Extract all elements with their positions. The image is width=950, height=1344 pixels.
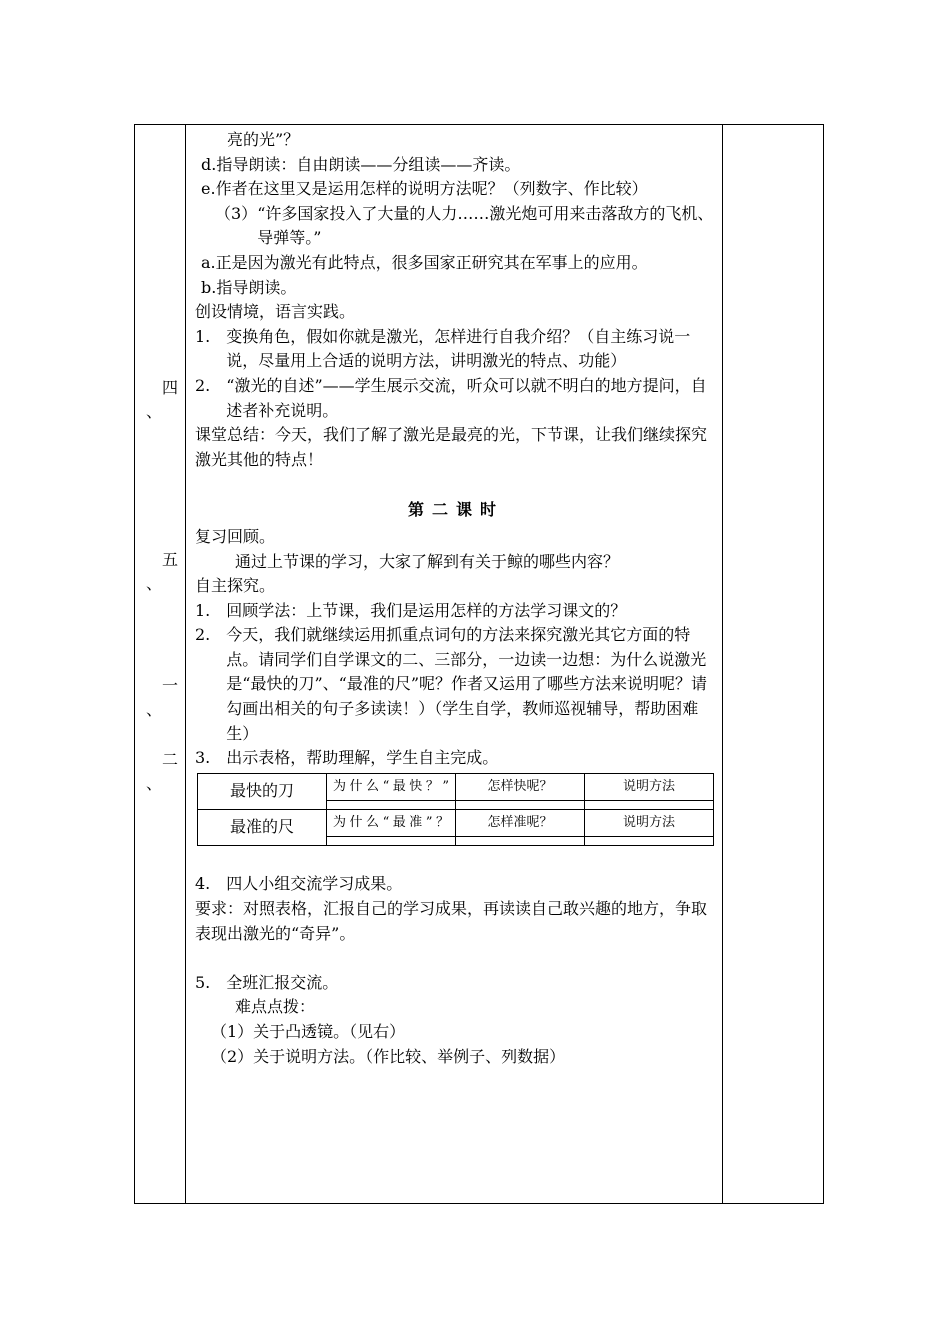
table-cell: 为什么“最快？”: [327, 773, 456, 800]
table-cell-empty[interactable]: [585, 836, 714, 845]
lesson-title: 第二课时: [407, 500, 504, 520]
step-marker-four: 四 、: [146, 378, 179, 421]
study-table: [197, 773, 714, 846]
spacer: [195, 848, 717, 873]
list-item: 1. 回顾学法：上节课，我们是运用怎样的方法学习课文的？: [195, 600, 627, 620]
text-line: 亮的光”？: [227, 130, 300, 149]
text-line: e. 作者在这里又是运用怎样的说明方法呢？（列数字、作比较）: [201, 179, 648, 199]
column-divider-left: [185, 124, 186, 1204]
table-cell-empty[interactable]: [456, 836, 585, 845]
list-item: 3. 出示表格，帮助理解，学生自主完成。: [195, 748, 499, 768]
table-row-label: 最准的尺: [198, 809, 327, 845]
table-cell: 说明方法: [585, 809, 714, 836]
table-cell-empty[interactable]: [327, 836, 456, 845]
text-line: a. 正是因为激光有此特点，很多国家正研究其在军事上的应用。: [201, 252, 648, 272]
text-line: 通过上节课的学习，大家了解到有关于鲸的哪些内容？: [235, 551, 620, 571]
list-item: 2. 今天，我们就继续运用抓重点词句的方法来探究激光其它方面的特点。请同学们自学课文的二、三部分，一边读一边想：为什么说激光是“最快的刀”、“最准的尺”呢？作者又运用了哪些方法来说明呢？请勾画出相关的句子多读读！）（学生自学，教师巡视辅导，帮助困难生）: [195, 625, 708, 743]
table-row: [198, 809, 714, 836]
list-item: 1. 变换角色，假如你就是激光，怎样进行自我介绍？（自主练习说一说，尽量用上合适的说明方法，讲明激光的特点、功能）: [195, 326, 691, 371]
table-cell-empty[interactable]: [456, 800, 585, 809]
section-heading: 自主探究。: [195, 576, 276, 596]
table-cell: 怎样快呢？: [456, 773, 585, 800]
text-line: 难点点拨：: [235, 997, 316, 1017]
text-line: （3） “许多国家投入了大量的人力……激光炮可用来击落敌方的飞机、导弹等。”: [215, 203, 714, 248]
list-item: 5. 全班汇报交流。: [195, 972, 339, 992]
spacer: [195, 946, 717, 971]
table-cell-empty[interactable]: [585, 800, 714, 809]
table-cell: 为什么“最准”？: [327, 809, 456, 836]
text-line: （1）关于凸透镜。（见右）: [211, 1022, 406, 1041]
text-line: d.指导朗读：自由朗读——分组读——齐读。: [201, 154, 521, 174]
list-item: 2. “激光的自述”——学生展示交流，听众可以就不明白的地方提问，自述者补充说明。: [195, 375, 707, 420]
step-marker-five: 五 、: [146, 550, 179, 593]
table-cell-empty[interactable]: [327, 800, 456, 809]
list-item: 4. 四人小组交流学习成果。: [195, 874, 403, 894]
section-heading: 复习回顾。: [195, 526, 276, 546]
step-marker-one: 一 、: [146, 676, 179, 719]
lesson-summary: 课堂总结：今天，我们了解了激光是最亮的光，下节课，让我们继续探究激光其他的特点！: [195, 425, 708, 469]
table-cell: 怎样准呢？: [456, 809, 585, 836]
section-heading: 创设情境，语言实践。: [195, 302, 356, 322]
text-line: b.指导朗读。: [201, 277, 297, 297]
text-line: （2）关于说明方法。（作比较、举例子、列数据）: [211, 1046, 566, 1066]
text-paragraph: 要求：对照表格，汇报自己的学习成果，再读读自己敢兴趣的地方，争取表现出激光的“奇异”。: [195, 899, 708, 943]
column-divider-right: [722, 124, 723, 1204]
table-row-label: 最快的刀: [198, 773, 327, 809]
lesson-content: [195, 128, 717, 1069]
table-cell: 说明方法: [585, 773, 714, 800]
table-row: [198, 773, 714, 800]
step-marker-two: 二 、: [146, 750, 179, 793]
